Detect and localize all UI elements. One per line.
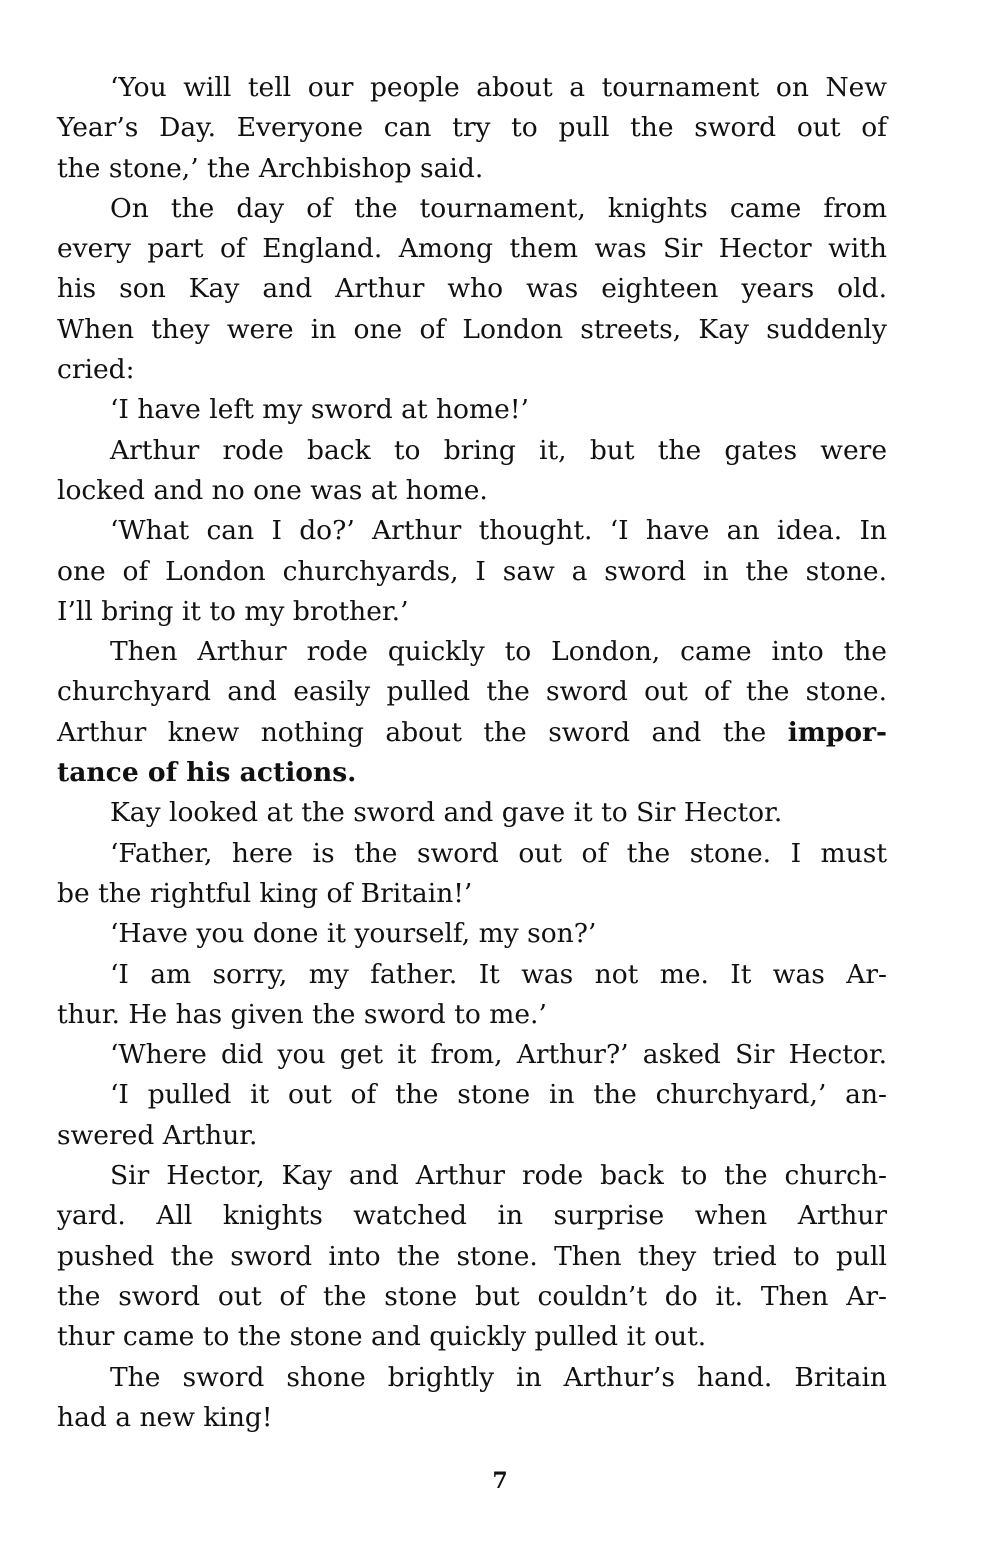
text-line-content: ‘Father, here is the sword out of the stone. I must <box>110 837 887 869</box>
page-body <box>57 68 887 1438</box>
text-line-content: ‘You will tell our people about a tournament on New <box>110 72 887 103</box>
bold-text: tance of his actions. <box>57 757 357 789</box>
text-line <box>57 68 887 108</box>
text-line-content: thur came to the stone and quickly pulled it out. <box>57 1321 707 1353</box>
text-line <box>57 1116 887 1156</box>
text-line-content: Arthur knew nothing about the sword and the <box>57 716 788 748</box>
text-line-content: Then Arthur rode quickly to London, came into the <box>110 636 887 668</box>
text-line-content: thur. He has given the sword to me.’ <box>57 998 547 1030</box>
text-line-content: Kay looked at the sword and gave it to Sir Hector. <box>110 797 783 829</box>
text-line <box>57 874 887 914</box>
text-line-content: locked and no one was at home. <box>57 474 488 506</box>
text-line <box>57 1358 887 1398</box>
text-line <box>57 511 887 551</box>
text-line-content: be the rightful king of Britain!’ <box>57 877 473 909</box>
text-line <box>57 995 887 1035</box>
text-line-content: swered Arthur. <box>57 1119 258 1151</box>
text-line-content: ‘I am sorry, my father. It was not me. It was Ar- <box>110 958 887 990</box>
text-line <box>57 229 887 269</box>
text-line-content: Sir Hector, Kay and Arthur rode back to the church- <box>110 1160 887 1192</box>
text-line <box>57 269 887 309</box>
text-line <box>57 1398 887 1438</box>
text-line-content: I’ll bring it to my brother.’ <box>57 595 409 627</box>
text-line <box>57 1317 887 1357</box>
text-line-content: one of London churchyards, I saw a sword in the stone. <box>57 555 887 587</box>
text-line-content: cried: <box>57 354 135 386</box>
text-line <box>57 592 887 632</box>
text-line <box>57 310 887 350</box>
text-line <box>57 1035 887 1075</box>
text-line <box>57 390 887 430</box>
text-line <box>57 431 887 471</box>
text-line <box>57 1196 887 1236</box>
text-line-content: When they were in one of London streets, Kay suddenly <box>57 313 887 345</box>
page-number: 7 <box>492 1468 508 1494</box>
text-line-content: every part of England. Among them was Sir Hector with <box>57 233 887 265</box>
text-line-content: ‘I have left my sword at home!’ <box>110 394 529 426</box>
bold-text: impor- <box>787 716 887 748</box>
text-line <box>57 149 887 189</box>
text-line <box>57 471 887 511</box>
text-line <box>57 108 887 148</box>
text-line <box>57 793 887 833</box>
text-line-content: the sword out of the stone but couldn’t do it. Then Ar- <box>57 1280 887 1312</box>
text-line <box>57 955 887 995</box>
text-line <box>57 1277 887 1317</box>
text-line-content: churchyard and easily pulled the sword out of the stone. <box>57 676 887 708</box>
text-line-content: pushed the sword into the stone. Then they tried to pull <box>57 1240 887 1272</box>
text-line <box>57 350 887 390</box>
text-line <box>57 713 887 753</box>
text-line-content: The sword shone brightly in Arthur’s hand. Britain <box>110 1361 887 1393</box>
text-line-content: Year’s Day. Everyone can try to pull the sword out of <box>57 112 887 144</box>
text-line-content: his son Kay and Arthur who was eighteen years old. <box>57 273 887 305</box>
text-line <box>57 1156 887 1196</box>
text-line <box>57 753 887 793</box>
text-line-content: ‘Have you done it yourself, my son?’ <box>110 918 597 950</box>
text-line <box>57 914 887 954</box>
text-line <box>57 1075 887 1115</box>
text-line-content: On the day of the tournament, knights came from <box>110 192 887 224</box>
text-line-content: yard. All knights watched in surprise when Arthur <box>57 1200 887 1232</box>
text-line <box>57 834 887 874</box>
text-line-content: the stone,’ the Archbishop said. <box>57 152 484 184</box>
text-line-content: ‘What can I do?’ Arthur thought. ‘I have an idea. In <box>110 515 887 547</box>
text-line <box>57 552 887 592</box>
text-line-content: had a new king! <box>57 1401 273 1433</box>
text-line <box>57 189 887 229</box>
text-line-content: ‘I pulled it out of the stone in the churchyard,’ an- <box>110 1079 887 1111</box>
text-line-content: Arthur rode back to bring it, but the gates were <box>110 434 887 466</box>
text-line <box>57 632 887 672</box>
text-line-content: ‘Where did you get it from, Arthur?’ asked Sir Hector. <box>110 1039 887 1071</box>
text-line <box>57 672 887 712</box>
text-line <box>57 1237 887 1277</box>
